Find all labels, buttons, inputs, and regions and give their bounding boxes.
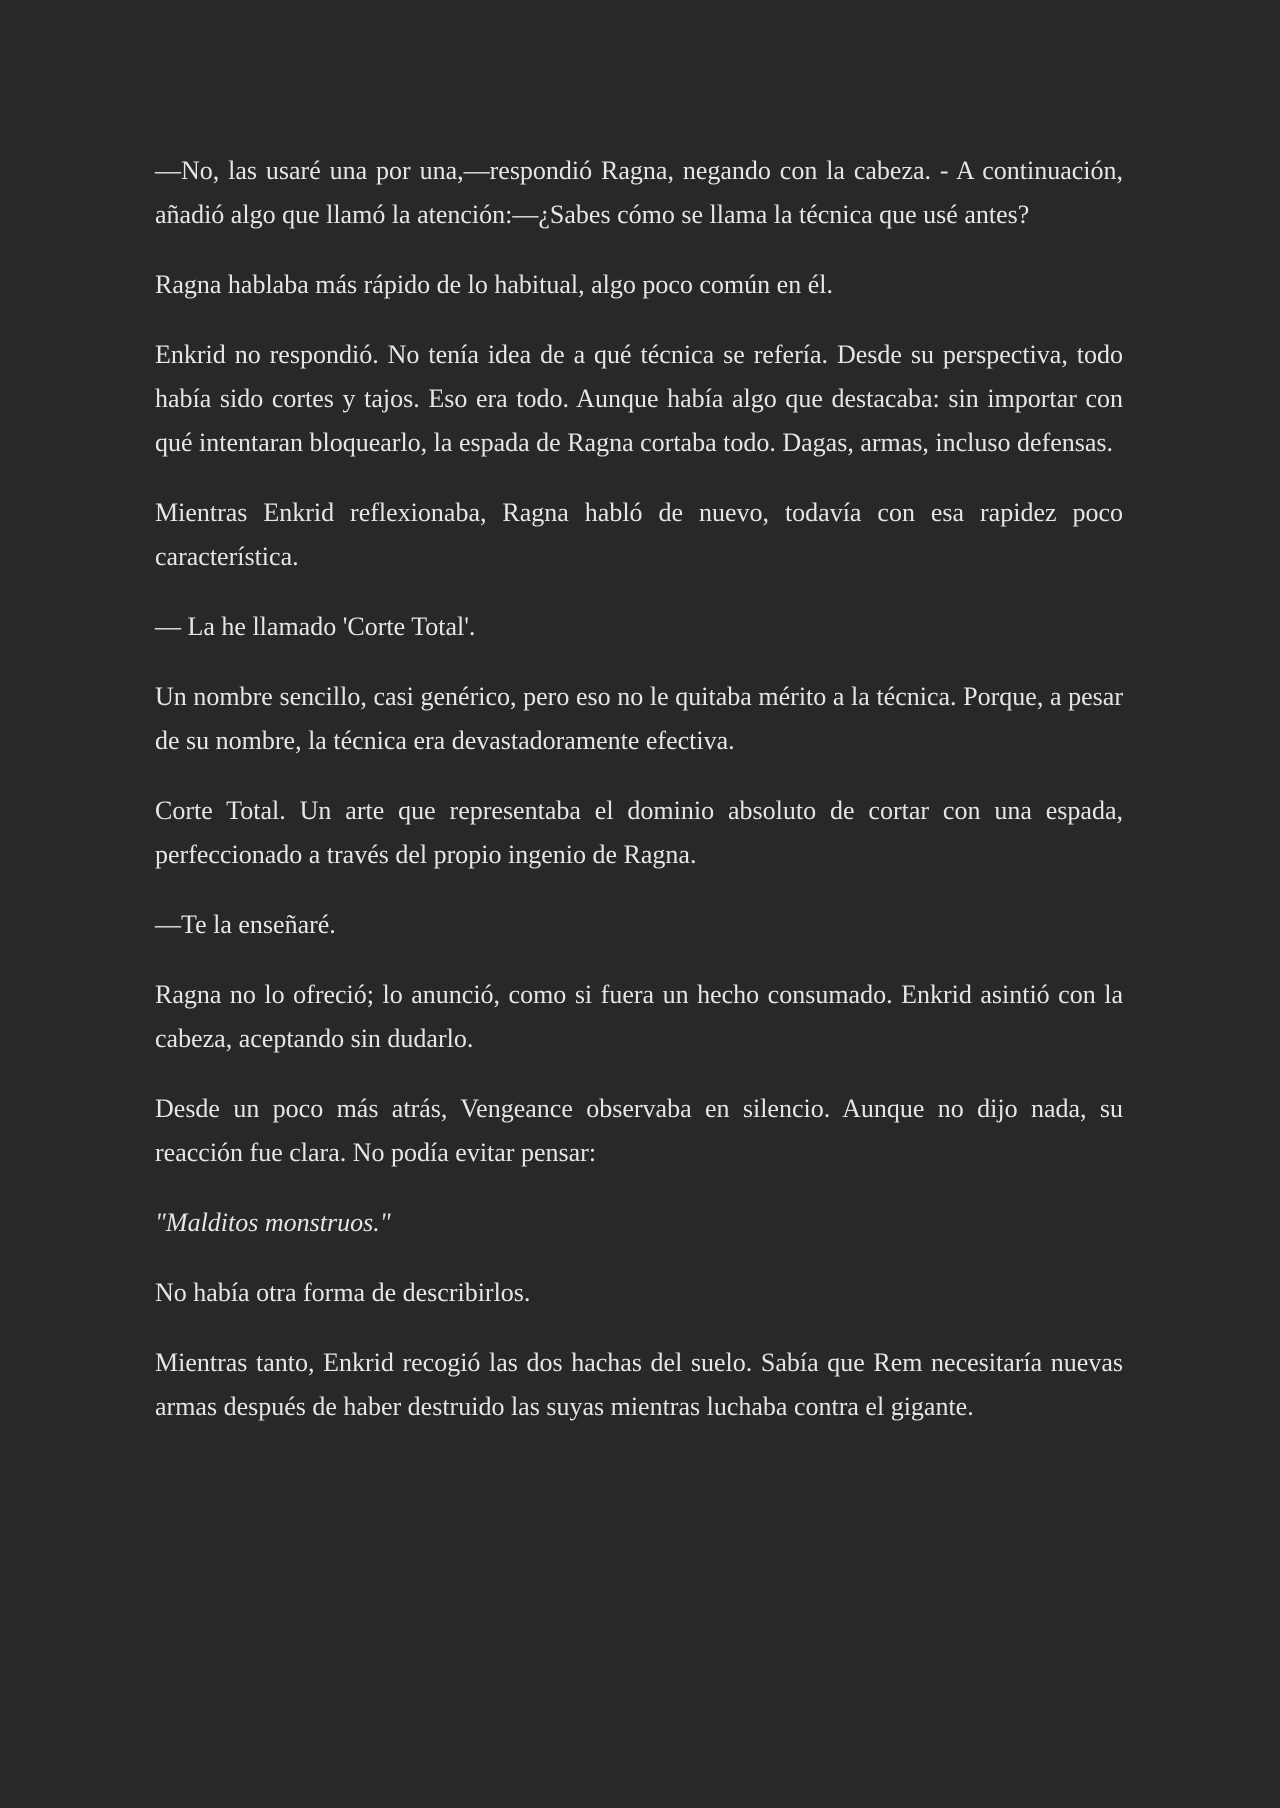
paragraph: Mientras Enkrid reflexionaba, Ragna habló de nuevo, todavía con esa rapidez poco característica. bbox=[155, 498, 1123, 571]
paragraph: Un nombre sencillo, casi genérico, pero eso no le quitaba mérito a la técnica. Porque, a pesar de su nombre, la técnica era devastadoramente efectiva. bbox=[155, 682, 1123, 755]
paragraph: No había otra forma de describirlos. bbox=[155, 1278, 531, 1307]
paragraph: Ragna hablaba más rápido de lo habitual, algo poco común en él. bbox=[155, 270, 833, 299]
paragraph: Mientras tanto, Enkrid recogió las dos hachas del suelo. Sabía que Rem necesitaría nuevas armas después de haber destruido las suyas mientras luchaba contra el gigante. bbox=[155, 1348, 1123, 1421]
paragraph: —Te la enseñaré. bbox=[155, 910, 336, 939]
paragraph: Desde un poco más atrás, Vengeance observaba en silencio. Aunque no dijo nada, su reacción fue clara. No podía evitar pensar: bbox=[155, 1094, 1123, 1167]
paragraph: —No, las usaré una por una,—respondió Ragna, negando con la cabeza. - A continuación, añadió algo que llamó la atención:—¿Sabes cómo se llama la técnica que usé antes? bbox=[155, 156, 1123, 229]
reader-content bbox=[155, 149, 1123, 1455]
paragraph: Ragna no lo ofreció; lo anunció, como si fuera un hecho consumado. Enkrid asintió con la cabeza, aceptando sin dudarlo. bbox=[155, 980, 1123, 1053]
paragraph: Corte Total. Un arte que representaba el dominio absoluto de cortar con una espada, perfeccionado a través del propio ingenio de Ragna. bbox=[155, 796, 1123, 869]
paragraph: — La he llamado 'Corte Total'. bbox=[155, 612, 476, 641]
paragraph: Enkrid no respondió. No tenía idea de a qué técnica se refería. Desde su perspectiva, todo había sido cortes y tajos. Eso era todo. Aunque había algo que destacaba: sin importar con qué intentaran bloquearlo, la espada de Ragna cortaba todo. Dagas, armas, incluso defensas. bbox=[155, 340, 1123, 457]
thought-paragraph: "Malditos monstruos." bbox=[155, 1208, 391, 1237]
